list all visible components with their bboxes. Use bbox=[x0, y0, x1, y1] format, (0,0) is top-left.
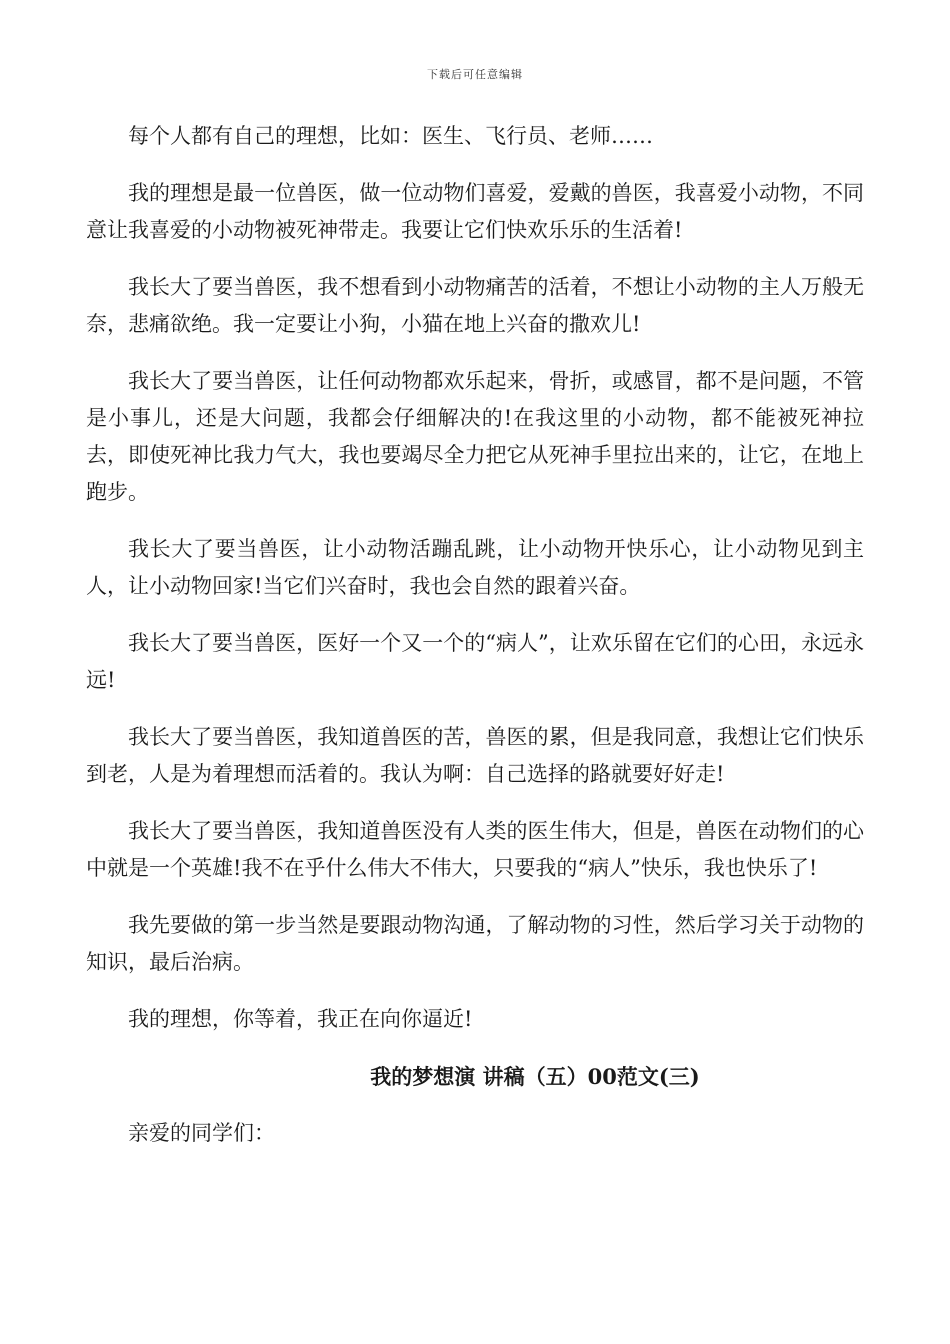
paragraph: 我长大了要当兽医，医好一个又一个的“病人”，让欢乐留在它们的心田，永远永远! bbox=[86, 631, 864, 692]
paragraph: 我长大了要当兽医，让小动物活蹦乱跳，让小动物开快乐心，让小动物见到主人，让小动物回家!当它们兴奋时，我也会自然的跟着兴奋。 bbox=[86, 537, 864, 598]
paragraph: 我长大了要当兽医，我不想看到小动物痛苦的活着，不想让小动物的主人万般无奈，悲痛欲绝。我一定要让小狗，小猫在地上兴奋的撒欢儿! bbox=[86, 275, 864, 336]
paragraph: 每个人都有自己的理想，比如：医生、飞行员、老师…… bbox=[128, 124, 653, 148]
section-heading: 我的梦想演 讲稿（五）00范文(三) bbox=[370, 1064, 700, 1089]
paragraph: 我长大了要当兽医，我知道兽医的苦，兽医的累，但是我同意，我想让它们快乐到老，人是为着理想而活着的。我认为啊：自己选择的路就要好好走! bbox=[86, 725, 864, 786]
paragraph: 我长大了要当兽医，我知道兽医没有人类的医生伟大，但是，兽医在动物们的心中就是一个英雄!我不在乎什么伟大不伟大，只要我的“病人”快乐，我也快乐了! bbox=[86, 819, 864, 880]
document-body bbox=[86, 118, 864, 1172]
page-header: 下载后可任意编辑 bbox=[427, 68, 523, 81]
paragraph: 我的理想，你等着，我正在向你逼近! bbox=[128, 1007, 473, 1031]
paragraph: 我长大了要当兽医，让任何动物都欢乐起来，骨折，或感冒，都不是问题，不管是小事儿，还是大问题，我都会仔细解决的!在我这里的小动物，都不能被死神拉去，即使死神比我力气大，我也要竭尽全力把它从死神手里拉出来的，让它，在地上跑步。 bbox=[86, 369, 864, 504]
greeting-paragraph: 亲爱的同学们： bbox=[128, 1121, 275, 1145]
paragraph: 我先要做的第一步当然是要跟动物沟通，了解动物的习性，然后学习关于动物的知识，最后治病。 bbox=[86, 913, 864, 974]
paragraph: 我的理想是最一位兽医，做一位动物们喜爱，爱戴的兽医，我喜爱小动物，不同意让我喜爱的小动物被死神带走。我要让它们快欢乐乐的生活着! bbox=[86, 181, 864, 242]
